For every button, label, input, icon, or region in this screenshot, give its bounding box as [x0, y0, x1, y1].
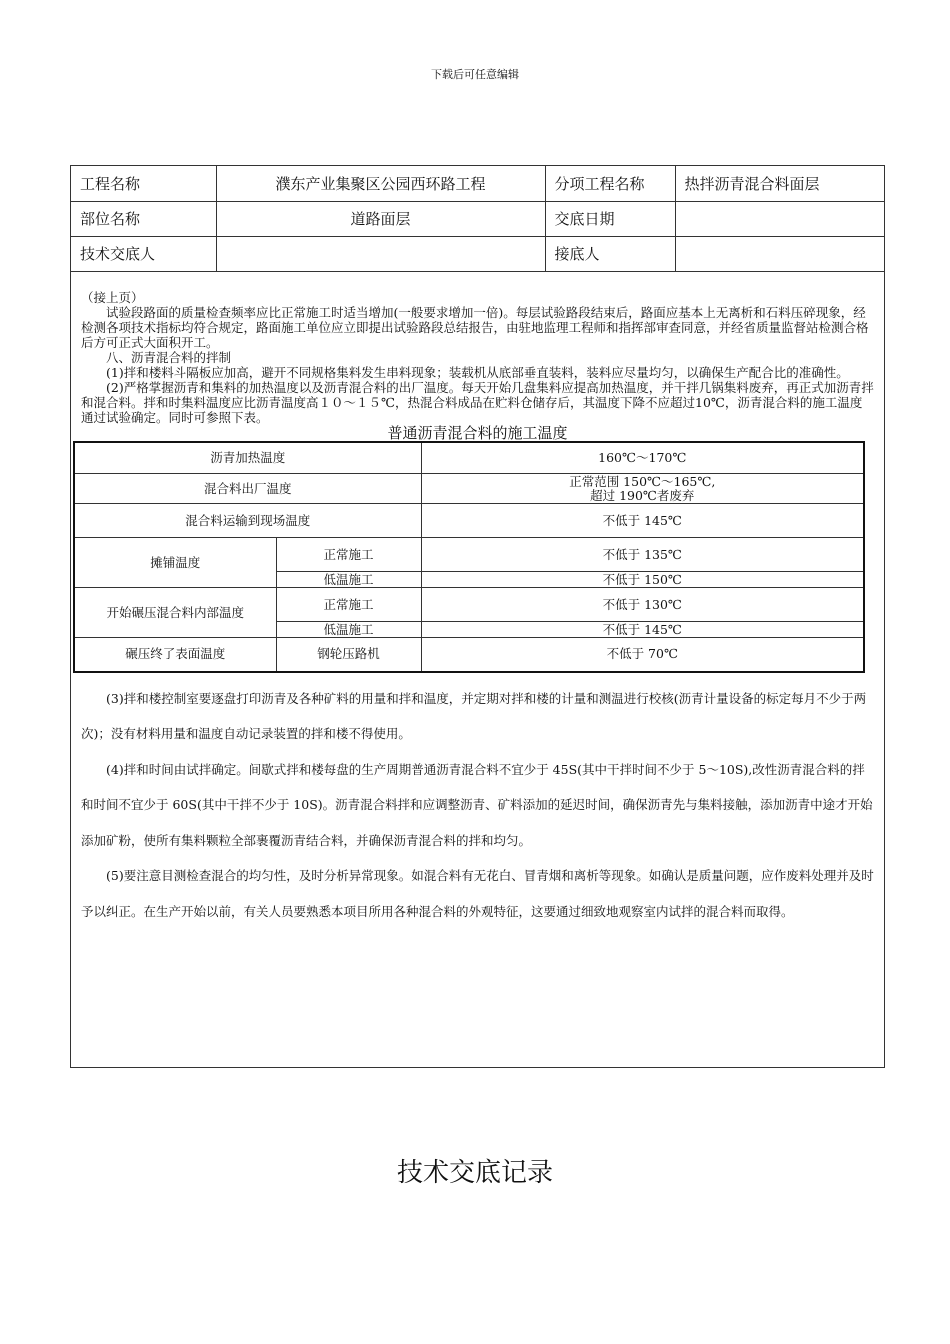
discloser-label: 技术交底人 [71, 236, 216, 271]
disclosure-form [70, 165, 885, 1068]
mixing-paragraph-2: (2)严格掌握沥青和集料的加热温度以及沥青混合料的出厂温度。每天开始几盘集料应提高加热温度，并干拌几锅集料废弃，再正式加沥青拌和混合料。拌和时集料温度应比沥青温度高１０～１５℃，热混合料成品在贮料仓储存后，其温度下降不应超过10℃，沥青混合料的施工温度通过试验确定。同时可参照下表。 [81, 379, 874, 425]
table-row-sublabel: 低温施工 [276, 622, 421, 638]
mixing-paragraph-5: (5)要注意目测检查混合的均匀性，及时分析异常现象。如混合料有无花白、冒青烟和离析等现象。如确认是质量问题，应作废料处理并及时予以纠正。在生产开始以前，有关人员要熟悉本项目所用各种混合料的外观特征，这要通过细致地观察室内试拌的混合料而取得。 [81, 868, 874, 919]
table-row-value: 不低于 150℃ [421, 572, 864, 588]
temperature-table [73, 441, 865, 673]
table-row-value: 不低于 145℃ [421, 622, 864, 638]
mixing-paragraph-4: (4)拌和时间由试拌确定。间歇式拌和楼每盘的生产周期普通沥青混合料不宜少于 45S(其中干拌时间不少于 5～10S),改性沥青混合料的拌和时间不宜少于 60S(其中干拌不少于 10S)。沥青混合料拌和应调整沥青、矿料添加的延迟时间，确保沥青先与集料接触，添加沥青中途才开始添加矿粉，使所有集料颗粒全部裹覆沥青结合料，并确保沥青混合料的拌和均匀。 [81, 761, 873, 848]
receiver-value [675, 236, 884, 271]
table-row-value: 160℃～170℃ [421, 442, 864, 474]
section-heading: 八、沥青混合料的拌制 [106, 349, 232, 365]
table-row-label: 摊铺温度 [74, 538, 276, 588]
table-row-value [421, 474, 864, 504]
header-table [71, 166, 884, 272]
date-label: 交底日期 [545, 201, 675, 236]
table-row-label: 混合料出厂温度 [74, 474, 421, 504]
table-row-label: 混合料运输到现场温度 [74, 504, 421, 538]
top-note: 下载后可任意编辑 [431, 68, 519, 81]
table-row-value-line: 超过 190℃者废弃 [590, 487, 695, 503]
intro-paragraph: 试验段路面的质量检查频率应比正常施工时适当增加(一般要求增加一倍)。每层试验路段结束后，路面应基本上无离析和石料压碎现象，经检测各项技术指标均符合规定，路面施工单位应立即提出试验路段总结报告，由驻地监理工程师和指挥部审查同意，并经省质量监督站检测合格后方可正式大面积开工。 [81, 304, 869, 350]
table-row-value: 不低于 130℃ [421, 588, 864, 622]
temp-table-title: 普通沥青混合料的施工温度 [387, 423, 568, 442]
subitem-label: 分项工程名称 [545, 166, 675, 201]
table-row-label: 沥青加热温度 [74, 442, 421, 474]
page-title: 技术交底记录 [396, 1158, 553, 1188]
mixing-paragraphs [71, 673, 884, 930]
table-row-value: 不低于 145℃ [421, 504, 864, 538]
table-row-value-line: 正常范围 150℃～165℃, [569, 473, 716, 489]
receiver-label: 接底人 [545, 236, 675, 271]
date-value [675, 201, 884, 236]
project-name-label: 工程名称 [71, 166, 216, 201]
part-label: 部位名称 [71, 201, 216, 236]
project-name: 濮东产业集聚区公园西环路工程 [216, 166, 545, 201]
mixing-paragraph-1: (1)拌和楼料斗隔板应加高，避开不同规格集料发生串料现象；装载机从底部垂直装料，装料应尽量均匀，以确保生产配合比的准确性。 [106, 364, 849, 380]
table-row-label: 碾压终了表面温度 [74, 638, 276, 672]
part-value: 道路面层 [216, 201, 545, 236]
table-row-value: 不低于 135℃ [421, 538, 864, 572]
continued-note: （接上页） [81, 289, 144, 305]
table-row-sublabel: 低温施工 [276, 572, 421, 588]
disclosure-body [71, 272, 884, 673]
discloser-value [216, 236, 545, 271]
mixing-paragraph-3: (3)拌和楼控制室要逐盘打印沥青及各种矿料的用量和拌和温度，并定期对拌和楼的计量和测温进行校核(沥青计量设备的标定每月不少于两次)；没有材料用量和温度自动记录装置的拌和楼不得使用。 [81, 690, 867, 741]
subitem-value: 热拌沥青混合料面层 [675, 166, 884, 201]
table-row-sublabel: 正常施工 [276, 538, 421, 572]
table-row-sublabel: 钢轮压路机 [276, 638, 421, 672]
table-row-sublabel: 正常施工 [276, 588, 421, 622]
table-row-label: 开始碾压混合料内部温度 [74, 588, 276, 638]
table-row-value: 不低于 70℃ [421, 638, 864, 672]
